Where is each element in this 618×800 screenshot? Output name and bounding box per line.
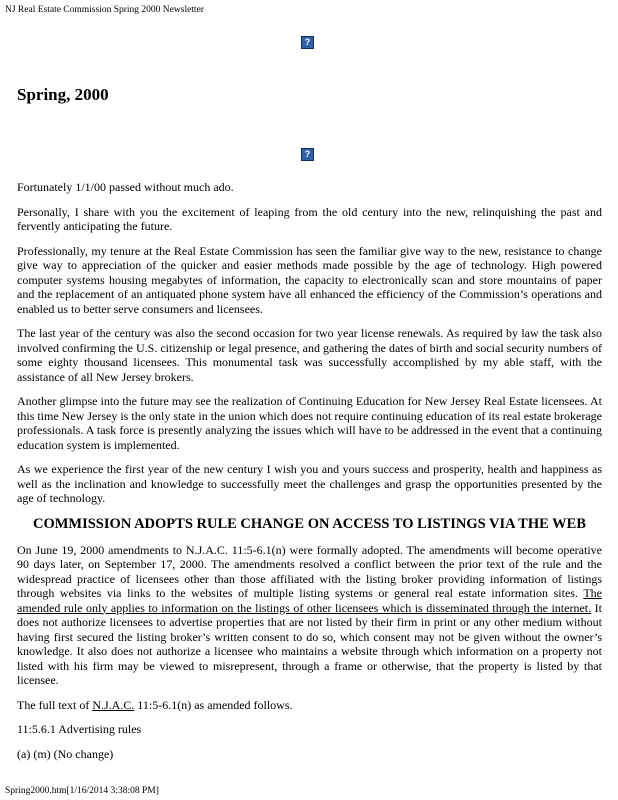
paragraph: Professionally, my tenure at the Real Estate Commission has seen the familiar give way to the new, resistance to change give way to appreciation of the quicker and easier methods made possible by the age of technology. High powered computer systems housing megabytes of information, the capacity to electronically scan and store mountains of paper and the replacement of an antiquated phone system have all enhanced the efficiency of the Commission’s operations and enabled us to better serve consumers and licensees. [17,243,602,316]
njac-link[interactable]: N.J.A.C. [92,697,135,712]
rule-number: 11:5.6.1 Advertising rules [17,722,142,736]
full-text-suffix: 11:5-6.1(n) as amended follows. [134,697,293,712]
full-text-paragraph [17,698,602,713]
paragraph: As we experience the first year of the new century I wish you and yours success and prosperity, health and happiness as well as the inclination and knowledge to successfully meet the challenges and grasp the opportunities presented by the age of technology. [17,462,602,505]
paragraph: Personally, I share with you the excitement of leaping from the old century into the new, relinquishing the past and fervently anticipating the future. [17,204,602,233]
newsletter-body [17,180,602,771]
full-text-prefix: The full text of [17,697,93,712]
paragraph: The last year of the century was also the second occasion for two year license renewals. As required by law the task also involved confirming the U.S. citizenship or legal presence, and gathering the dates of birth and social security numbers of some eighty thousand licensees. This monumental task was successfully accomplished by my able staff, with the assistance of all New Jersey brokers. [17,326,602,384]
paragraph: Fortunately 1/1/00 passed without much ado. [17,180,234,194]
page-title: Spring, 2000 [17,85,109,104]
no-change-text: (a) (m) (No change) [17,746,114,761]
page-footer: Spring2000.htm[1/16/2014 3:38:08 PM] [5,786,159,796]
rule-change-paragraph [17,543,602,688]
missing-image-icon: ? [301,36,314,49]
missing-image-icon: ? [301,148,314,161]
section-heading: COMMISSION ADOPTS RULE CHANGE ON ACCESS TO LISTINGS VIA THE WEB [32,515,587,532]
rule-text: It does not authorize licensees to advertise properties that are not listed by their firm in print or any other medium without having first secured the listing broker’s written consent to do so, which consent may not be given without the owner’s knowledge. It also does not authorize a licensee who maintains a website through which information on a property not listed with his firm may be viewed to misrepresent, through a frame or otherwise, that the property is listed by that licensee. [17,600,602,687]
page-header: NJ Real Estate Commission Spring 2000 Newsletter [5,5,204,15]
underlined-rule-text: The amended rule only applies to information on the listings of other licensees which is disseminated through the internet. [17,586,602,615]
paragraph: Another glimpse into the future may see the realization of Continuing Education for New Jersey Real Estate licensees. At this time New Jersey is the only state in the union which does not require continuing education of its real estate brokerage professionals. A task force is presently analyzing the issues which will have to be addressed in the event that a continuing education system is implemented. [17,394,602,452]
rule-text: On June 19, 2000 amendments to N.J.A.C. 11:5-6.1(n) were formally adopted. The amendments will become operative 90 days later, on September 17, 2000. The amendments resolved a conflict between the prior text of the rule and the widespread practice of licensees other than those affiliated with the listing broker providing information of listings through websites via links to the websites of multiple listing systems or general real estate information sites. [17,542,602,600]
